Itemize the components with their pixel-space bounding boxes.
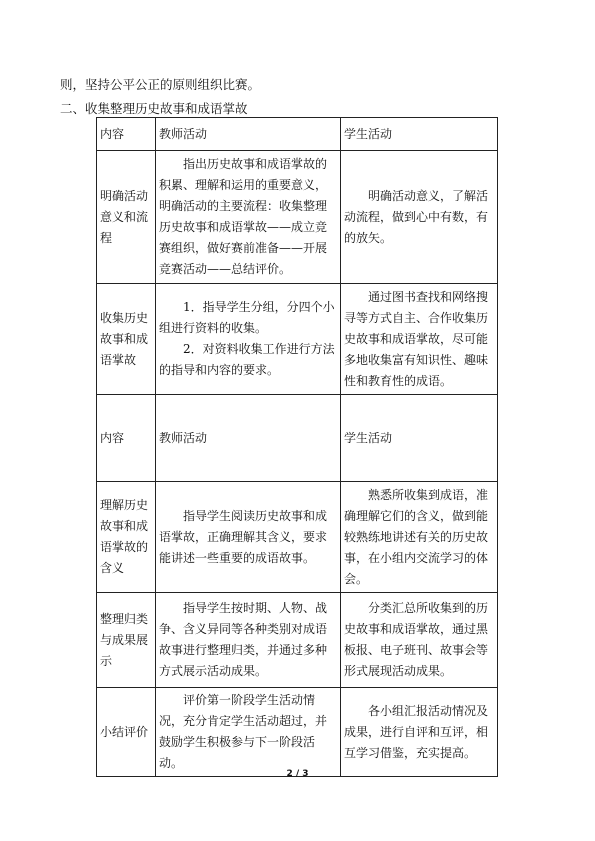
header-cell-content: 内容 (97, 395, 156, 482)
row-teacher-cell: 指导学生按时期、人物、战争、含义异同等各种类别对成语故事进行整理归类，并通过多种方式展示活动成果。 (156, 593, 341, 688)
row-content-cell: 收集历史故事和成语掌故 (97, 284, 156, 395)
teacher-step-1: 1．指导学生分组，分四个小组进行资料的收集。 (159, 300, 335, 335)
row-teacher-cell: 评价第一阶段学生活动情况，充分肯定学生活动超过，并鼓励学生积极参与下一阶段活动。 (156, 688, 341, 777)
header-cell-student: 学生活动 (341, 118, 498, 151)
table-row (97, 688, 498, 777)
header-cell-teacher: 教师活动 (156, 395, 341, 482)
page-number: 2 / 3 (286, 769, 309, 779)
header-cell-content: 内容 (97, 118, 156, 151)
row-student-cell: 明确活动意义，了解活动流程，做到心中有数，有的放矢。 (341, 151, 498, 284)
row-student-cell: 熟悉所收集到成语，准确理解它们的含义，做到能较熟练地讲述有关的历史故事，在小组内交流学习的体会。 (341, 482, 498, 593)
row-teacher-cell (156, 284, 341, 395)
header-cell-student: 学生活动 (341, 395, 498, 482)
table-header-row (97, 118, 498, 151)
table-header-row-repeat (97, 395, 498, 482)
table-row (97, 151, 498, 284)
teacher-step-2: 2．对资料收集工作进行方法的指导和内容的要求。 (159, 342, 335, 377)
activity-table (96, 117, 498, 777)
intro-line-1: 则，坚持公平公正的原则组织比赛。 (60, 77, 261, 92)
row-teacher-cell: 指导学生阅读历史故事和成语掌故，正确理解其含义，要求能讲述一些重要的成语故事。 (156, 482, 341, 593)
table-row (97, 482, 498, 593)
row-content-cell: 明确活动意义和流程 (97, 151, 156, 284)
table-row (97, 593, 498, 688)
row-student-cell: 通过图书查找和网络搜寻等方式自主、合作收集历史故事和成语掌故，尽可能多地收集富有知识性、趣味性和教育性的成语。 (341, 284, 498, 395)
row-content-cell: 整理归类与成果展示 (97, 593, 156, 688)
row-content-cell: 小结评价 (97, 688, 156, 777)
row-student-cell: 分类汇总所收集到的历史故事和成语掌故，通过黑板报、电子班刊、故事会等形式展现活动成果。 (341, 593, 498, 688)
row-teacher-cell: 指出历史故事和成语掌故的积累、理解和运用的重要意义，明确活动的主要流程：收集整理历史故事和成语掌故——成立竞赛组织，做好赛前准备——开展竞赛活动——总结评价。 (156, 151, 341, 284)
header-cell-teacher: 教师活动 (156, 118, 341, 151)
table-row (97, 284, 498, 395)
section-heading: 二、收集整理历史故事和成语掌故 (60, 101, 248, 116)
row-content-cell: 理解历史故事和成语掌故的含义 (97, 482, 156, 593)
row-student-cell: 各小组汇报活动情况及成果，进行自评和互评，相互学习借鉴，充实提高。 (341, 688, 498, 777)
